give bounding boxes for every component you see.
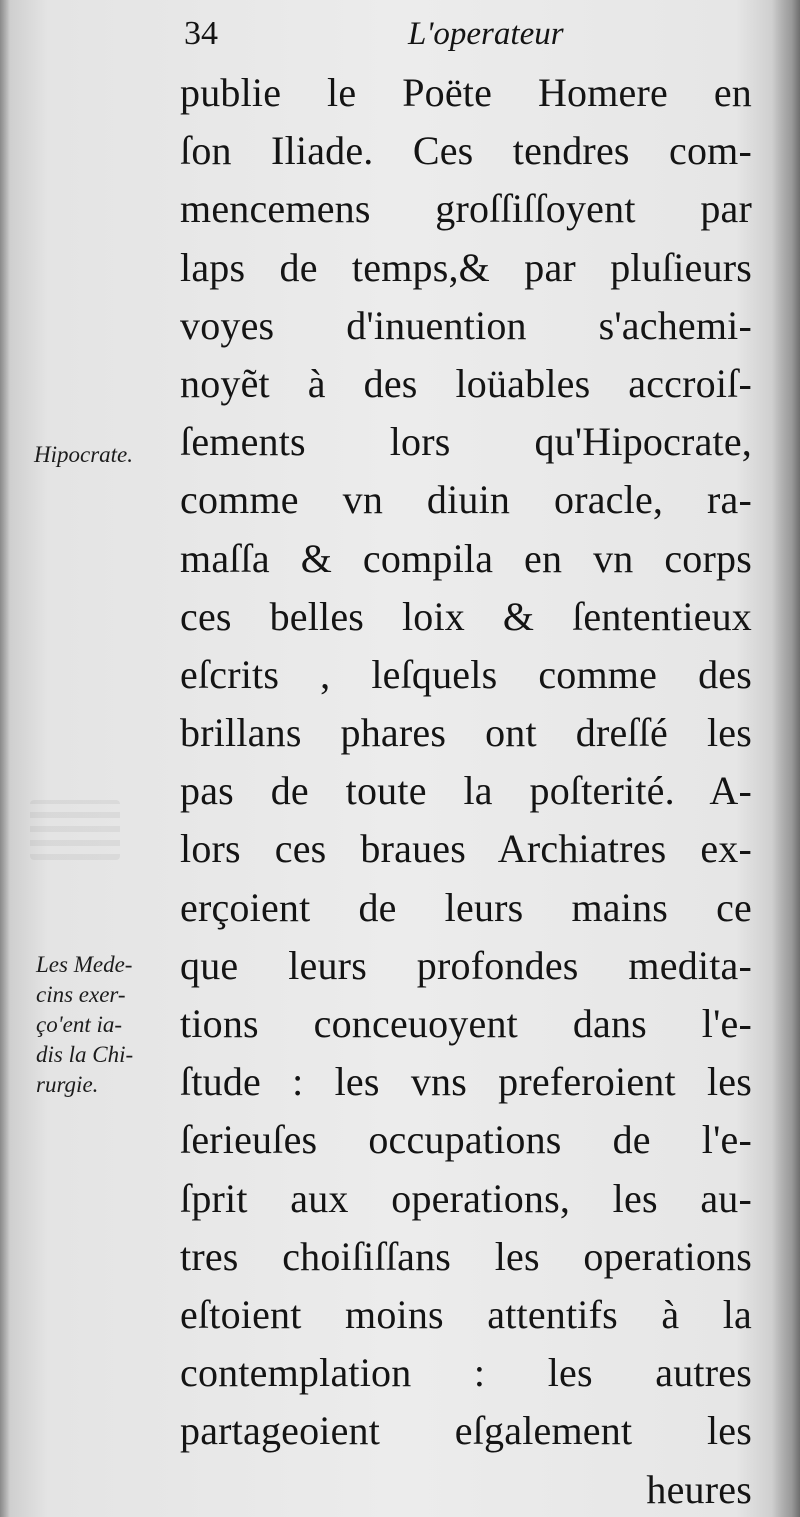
- text-line: erçoient de leurs mains ce: [180, 884, 752, 930]
- text-line: contemplation : les autres: [180, 1350, 752, 1396]
- body-text: [180, 64, 752, 1517]
- show-through-bleed: [30, 800, 120, 860]
- text-line: ſon Iliade. Ces tendres com-: [180, 128, 752, 174]
- text-line: lors ces braues Archiatres ex-: [180, 826, 752, 872]
- text-line: noyẽt à des loüables accroiſ-: [180, 360, 752, 406]
- text-line: ſprit aux operations, les au-: [180, 1175, 752, 1221]
- text-line: comme vn diuin oracle, ra-: [180, 477, 752, 523]
- marginal-note-line: ço'ent ia-: [36, 1012, 123, 1037]
- text-line: maſſa & compila en vn corps: [180, 535, 752, 581]
- marginal-note-line: rurgie.: [36, 1072, 99, 1097]
- text-line: que leurs profondes medita-: [180, 942, 752, 988]
- text-line: publie le Poëte Homere en: [180, 70, 752, 115]
- text-line: partageoient eſgalement les: [180, 1408, 752, 1454]
- text-line: brillans phares ont dreſſé les: [180, 710, 752, 756]
- text-line: tions conceuoyent dans l'e-: [180, 1001, 752, 1046]
- text-line: voyes d'inuention s'achemi-: [180, 302, 752, 348]
- marginal-note-hipocrate: Hipocrate.: [34, 442, 134, 467]
- running-head: [180, 10, 740, 58]
- page-number: 34: [184, 15, 218, 52]
- text-line: ſtude : les vns preferoient les: [180, 1059, 752, 1105]
- running-title: L'operateur: [408, 16, 564, 52]
- marginal-note-line: cins exer-: [36, 982, 126, 1007]
- catchword-line: heures: [646, 1466, 752, 1512]
- text-line: tres choiſiſſans les operations: [180, 1233, 752, 1279]
- text-line: ces belles loix & ſententieux: [180, 593, 752, 639]
- text-line: ſerieuſes occupations de l'e-: [180, 1117, 752, 1163]
- marginal-note-medecins: [36, 950, 186, 1100]
- text-line: ſements lors qu'Hipocrate,: [180, 419, 752, 465]
- text-line: mencemens groſſiſſoyent par: [180, 186, 752, 232]
- text-line: eſtoient moins attentifs à la: [180, 1291, 752, 1337]
- text-line: pas de toute la poſterité. A-: [180, 768, 752, 814]
- text-line: laps de temps,& par pluſieurs: [180, 244, 752, 290]
- marginal-note-line: dis la Chi-: [36, 1042, 134, 1067]
- text-line: eſcrits , leſquels comme des: [180, 651, 752, 697]
- marginal-note-line: Les Mede-: [36, 952, 133, 977]
